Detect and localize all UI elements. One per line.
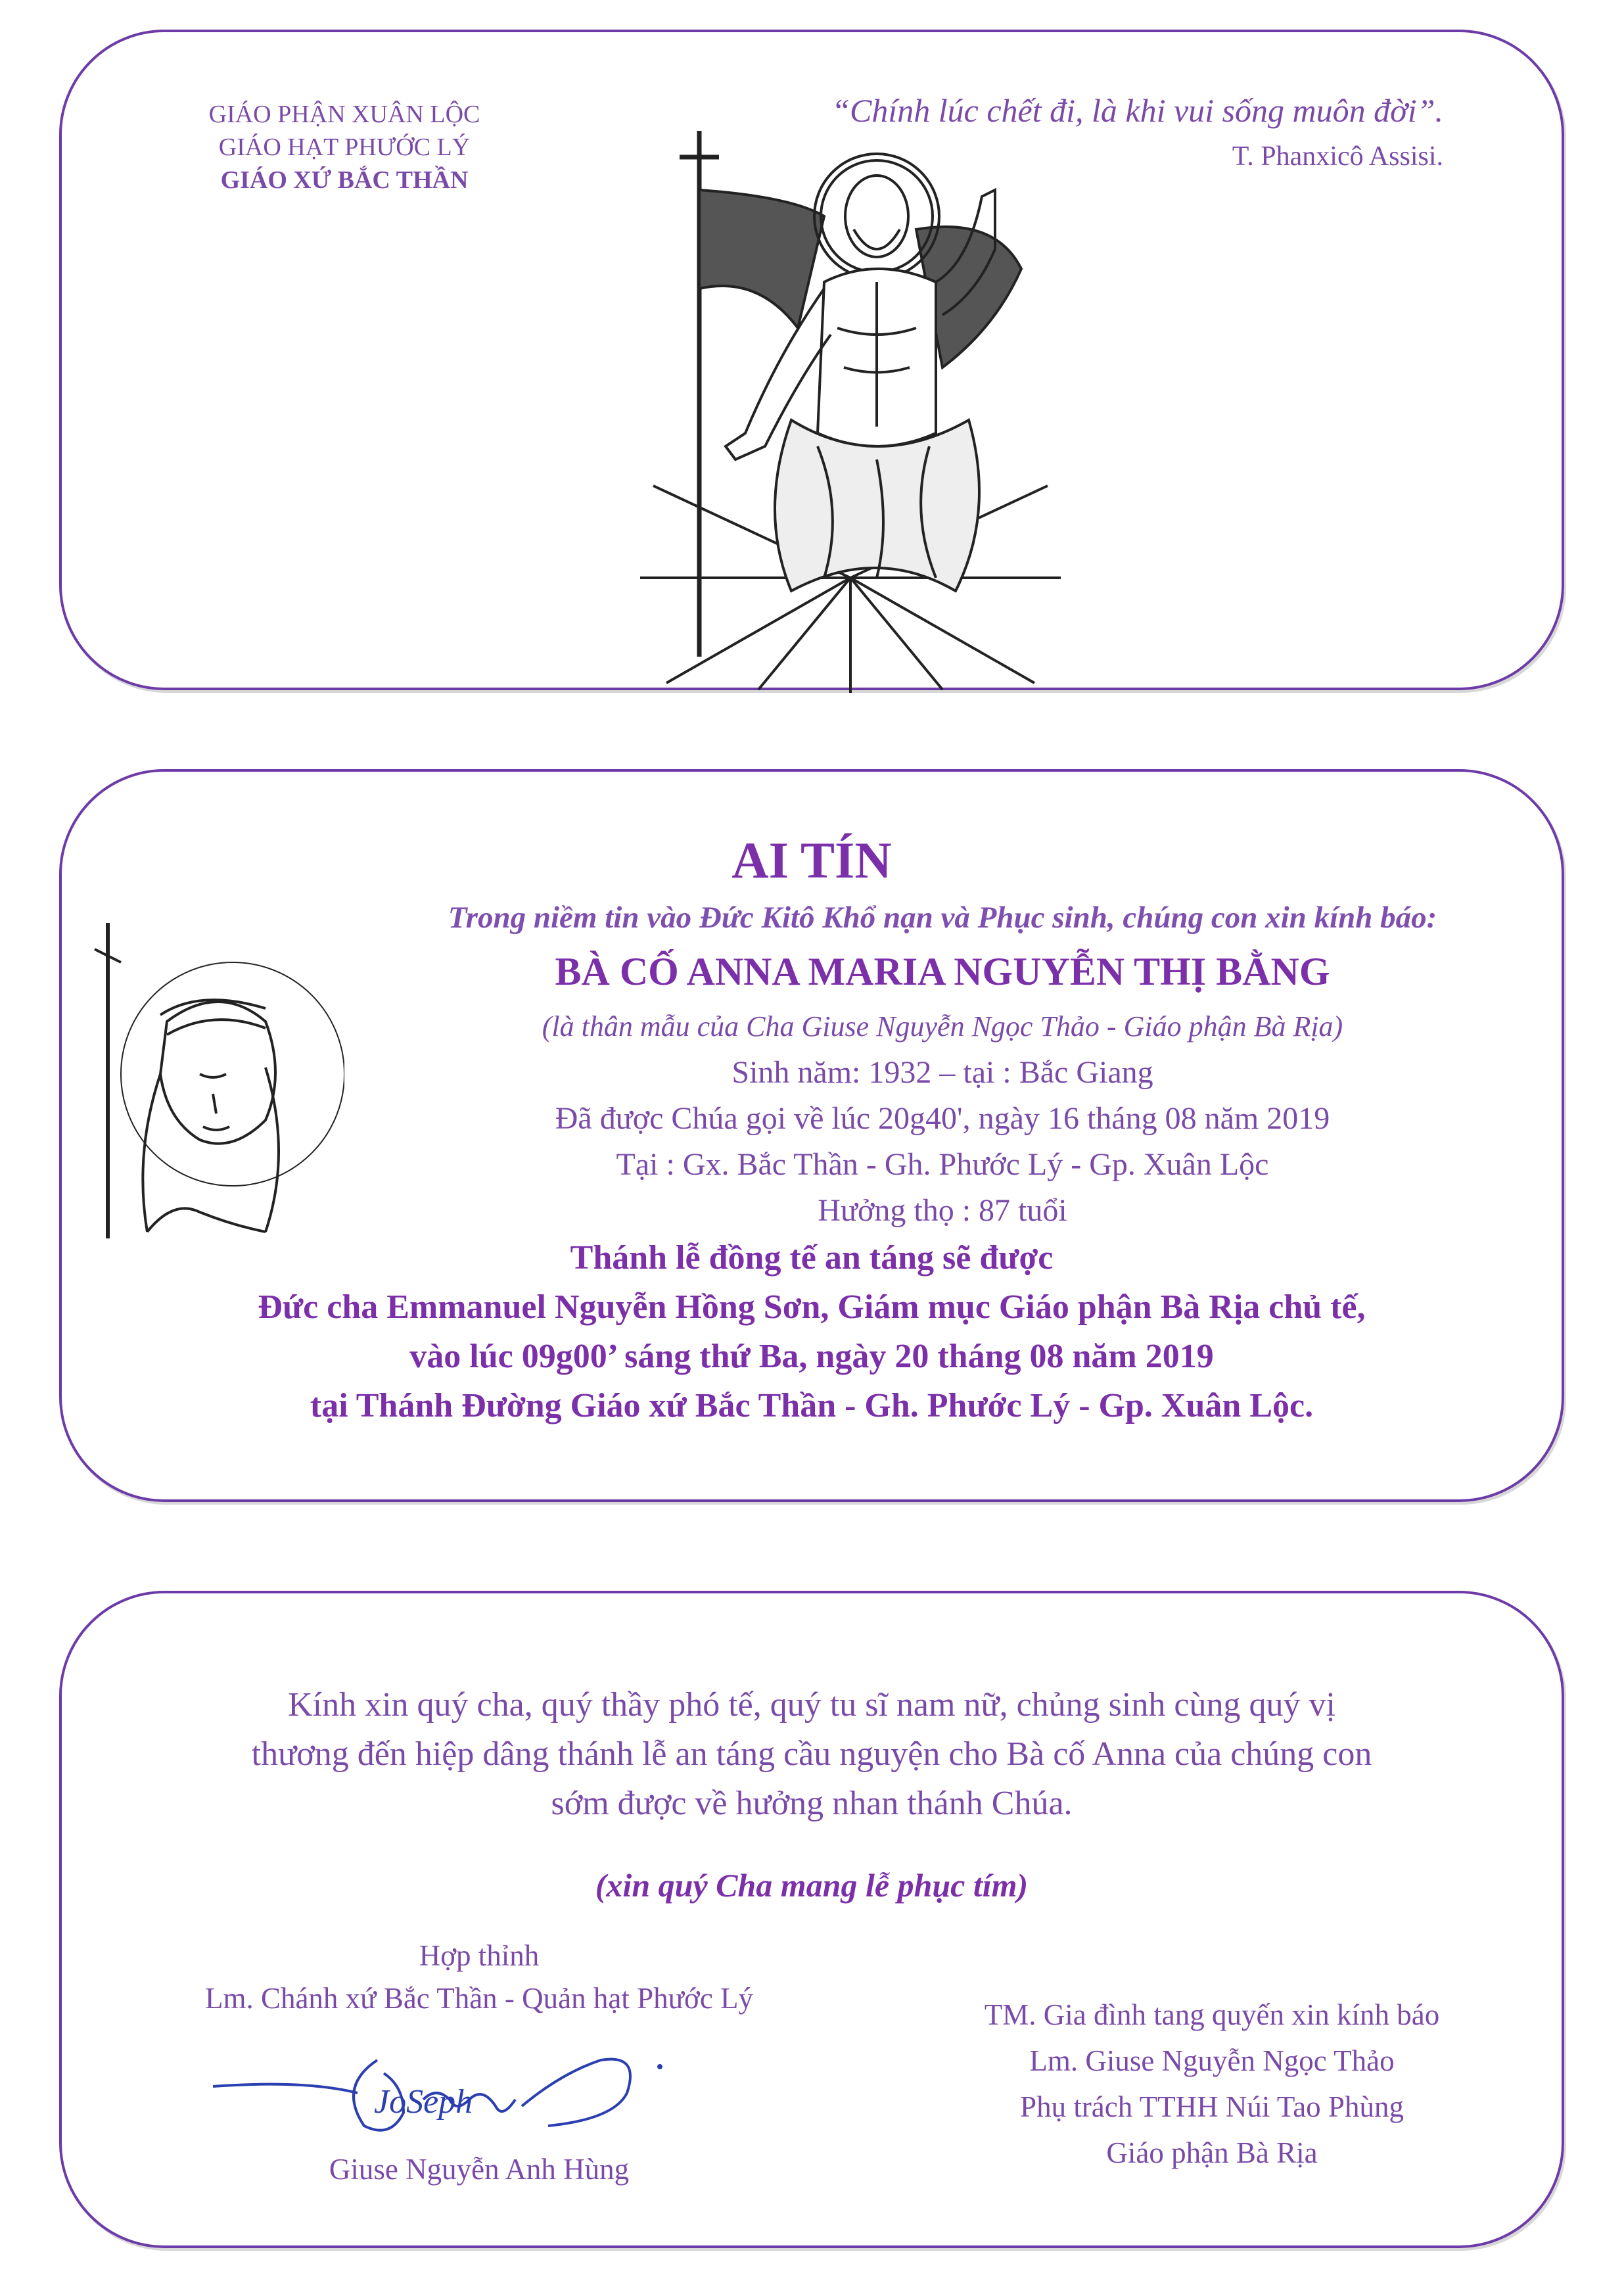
signature-text: JoSeph — [374, 2083, 473, 2121]
quote-text: “Chính lúc chết đi, là khi vui sống muôn đời”. — [831, 92, 1443, 129]
announcement-title: AI TÍN — [731, 832, 892, 889]
left-signature-heading: Hợp thỉnh — [419, 1939, 540, 1972]
invitation-line-1: Kính xin quý cha, quý thầy phó tế, quý tu sĩ nam nữ, chủng sinh cùng quý vị — [288, 1686, 1335, 1724]
diocese-label: GIÁO PHẬN XUÂN LỘC — [208, 101, 480, 128]
birth-line: Sinh năm: 1932 – tại : Bắc Giang — [731, 1055, 1153, 1090]
right-signature-heading: TM. Gia đình tang quyến xin kính báo — [984, 1998, 1440, 2031]
right-signature-diocese: Giáo phận Bà Rịa — [1106, 2136, 1318, 2169]
parish-label: GIÁO XỨ BẮC THẦN — [220, 166, 469, 194]
parish-header — [160, 98, 528, 197]
mass-line-2: Đức cha Emmanuel Nguyễn Hồng Sơn, Giám mục Giáo phận Bà Rịa chủ tế, — [258, 1288, 1366, 1326]
mass-line-1: Thánh lễ đồng tế an táng sẽ được — [570, 1239, 1054, 1277]
header-card — [59, 30, 1564, 690]
mass-line-3: vào lúc 09g00’ sáng thứ Ba, ngày 20 tháng 08 năm 2019 — [409, 1338, 1214, 1375]
place-line: Tại : Gx. Bắc Thần - Gh. Phước Lý - Gp. Xuân Lộc — [616, 1147, 1269, 1182]
quote-author: T. Phanxicô Assisi. — [1232, 141, 1443, 172]
invitation-card — [59, 1591, 1564, 2248]
risen-christ-illustration — [627, 118, 1074, 696]
right-signature-name: Lm. Giuse Nguyễn Ngọc Thảo — [1029, 2044, 1395, 2077]
mass-line-4: tại Thánh Đường Giáo xứ Bắc Thần - Gh. Phước Lý - Gp. Xuân Lộc. — [310, 1387, 1314, 1424]
invitation-line-2: thương đến hiệp dâng thánh lễ an táng cầu nguyện cho Bà cố Anna của chúng con — [251, 1735, 1372, 1773]
handwritten-signature — [206, 2034, 666, 2146]
attire-note: (xin quý Cha mang lễ phục tím) — [595, 1867, 1029, 1904]
announcement-intro: Trong niềm tin vào Đức Kitô Khổ nạn và Phục sinh, chúng con xin kính báo: — [448, 901, 1437, 935]
left-signature-name: Giuse Nguyễn Anh Hùng — [329, 2153, 630, 2186]
death-line: Đã được Chúa gọi về lúc 20g40', ngày 16 tháng 08 năm 2019 — [555, 1101, 1330, 1136]
deanery-label: GIÁO HẠT PHƯỚC LÝ — [218, 133, 471, 161]
suffering-christ-illustration — [68, 923, 344, 1238]
deceased-name: BÀ CỐ ANNA MARIA NGUYỄN THỊ BẰNG — [555, 950, 1330, 993]
announcement-card — [59, 769, 1564, 1502]
relation-line: (là thân mẫu của Cha Giuse Nguyễn Ngọc Thảo - Giáo phận Bà Rịa) — [542, 1010, 1343, 1043]
left-signature-title: Lm. Chánh xứ Bắc Thần - Quản hạt Phước Lý — [204, 1982, 754, 2015]
invitation-line-3: sớm được về hưởng nhan thánh Chúa. — [551, 1785, 1073, 1822]
right-signature-role: Phụ trách TTHH Núi Tao Phùng — [1020, 2090, 1404, 2123]
age-line: Hưởng thọ : 87 tuổi — [818, 1193, 1067, 1228]
